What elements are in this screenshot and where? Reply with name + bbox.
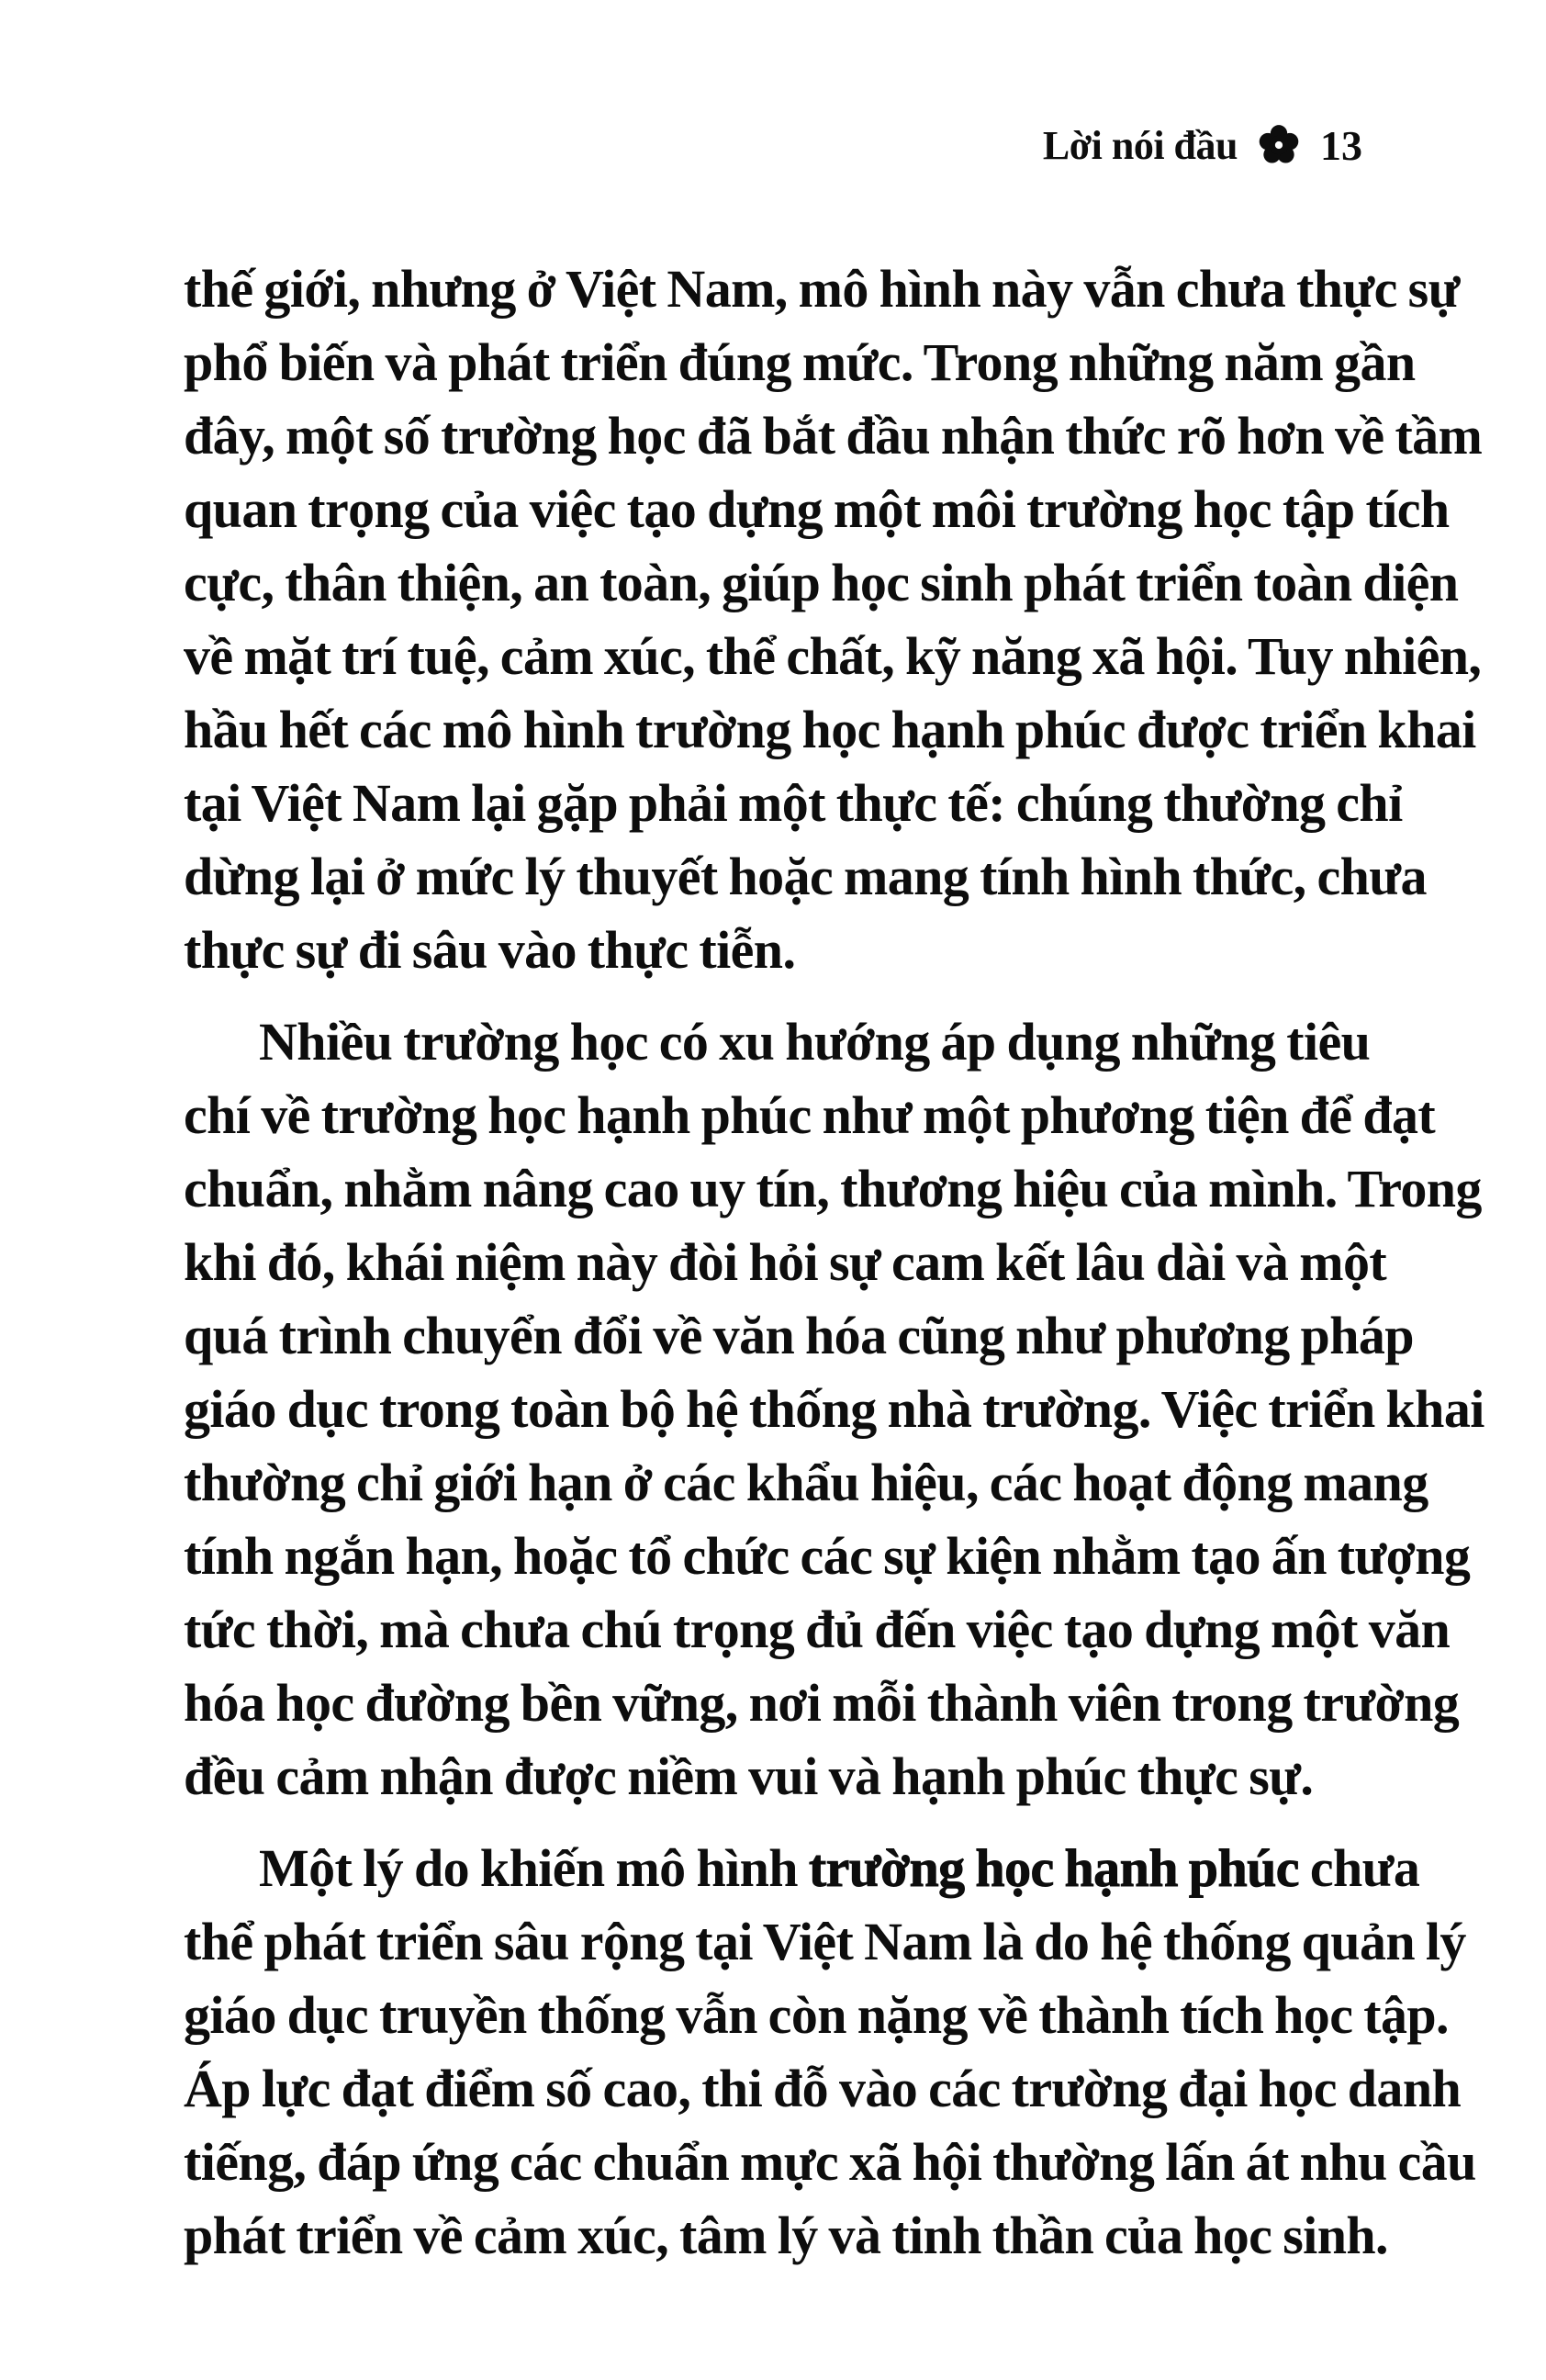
text-line: thế giới, nhưng ở Việt Nam, mô hình này vẫn chưa thực sự	[184, 259, 1460, 319]
text-line: tính ngắn hạn, hoặc tổ chức các sự kiện nhằm tạo ấn tượng	[184, 1526, 1471, 1586]
chapter-title: Lời nói đầu	[1042, 122, 1238, 168]
text-line: thể phát triển sâu rộng tại Việt Nam là do hệ thống quản lý	[184, 1912, 1466, 1971]
text-line: giáo dục truyền thống vẫn còn nặng về thành tích học tập.	[184, 1985, 1449, 2045]
page-number: 13	[1320, 121, 1362, 169]
text-segment: chưa	[1309, 1838, 1420, 1898]
text-line: tiếng, đáp ứng các chuẩn mực xã hội thường lấn át nhu cầu	[184, 2132, 1476, 2192]
text-line: Nhiều trường học có xu hướng áp dụng những tiêu	[259, 1012, 1371, 1072]
text-line: quan trọng của việc tạo dựng một môi trường học tập tích	[184, 479, 1450, 539]
text-segment: Một lý do khiến mô hình	[259, 1838, 798, 1898]
text-line: tại Việt Nam lại gặp phải một thực tế: chúng thường chỉ	[184, 773, 1403, 833]
text-line: hầu hết các mô hình trường học hạnh phúc được triển khai	[184, 700, 1476, 759]
text-line: hóa học đường bền vững, nơi mỗi thành viên trong trường	[184, 1673, 1460, 1733]
text-line: phổ biến và phát triển đúng mức. Trong những năm gần	[184, 332, 1416, 392]
text-line-with-emphasis	[259, 1836, 1420, 1901]
text-line: về mặt trí tuệ, cảm xúc, thể chất, kỹ năng xã hội. Tuy nhiên,	[184, 626, 1482, 686]
running-header	[1043, 118, 1362, 173]
text-line: dừng lại ở mức lý thuyết hoặc mang tính hình thức, chưa	[184, 847, 1427, 906]
text-line: tức thời, mà chưa chú trọng đủ đến việc tạo dựng một văn	[184, 1600, 1451, 1659]
text-line: chuẩn, nhằm nâng cao uy tín, thương hiệu của mình. Trong	[184, 1159, 1482, 1218]
text-line: quá trình chuyển đổi về văn hóa cũng như phương pháp	[184, 1306, 1414, 1365]
text-line: cực, thân thiện, an toàn, giúp học sinh phát triển toàn diện	[184, 553, 1459, 612]
text-line: đây, một số trường học đã bắt đầu nhận thức rõ hơn về tầm	[184, 406, 1483, 466]
text-line: giáo dục trong toàn bộ hệ thống nhà trường. Việc triển khai	[184, 1379, 1484, 1439]
text-line: chí về trường học hạnh phúc như một phương tiện để đạt	[184, 1085, 1436, 1145]
text-line: thường chỉ giới hạn ở các khẩu hiệu, các hoạt động mang	[184, 1453, 1428, 1512]
text-line: thực sự đi sâu vào thực tiễn.	[184, 920, 796, 980]
emphasis-term: trường học hạnh phúc	[808, 1838, 1299, 1898]
text-line: khi đó, khái niệm này đòi hỏi sự cam kết lâu dài và một	[184, 1232, 1387, 1292]
text-line: Áp lực đạt điểm số cao, thi đỗ vào các trường đại học danh	[184, 2059, 1462, 2118]
flower-icon	[1258, 124, 1300, 166]
text-line: phát triển về cảm xúc, tâm lý và tinh thần của học sinh.	[184, 2206, 1388, 2265]
text-line: đều cảm nhận được niềm vui và hạnh phúc thực sự.	[184, 1746, 1314, 1806]
